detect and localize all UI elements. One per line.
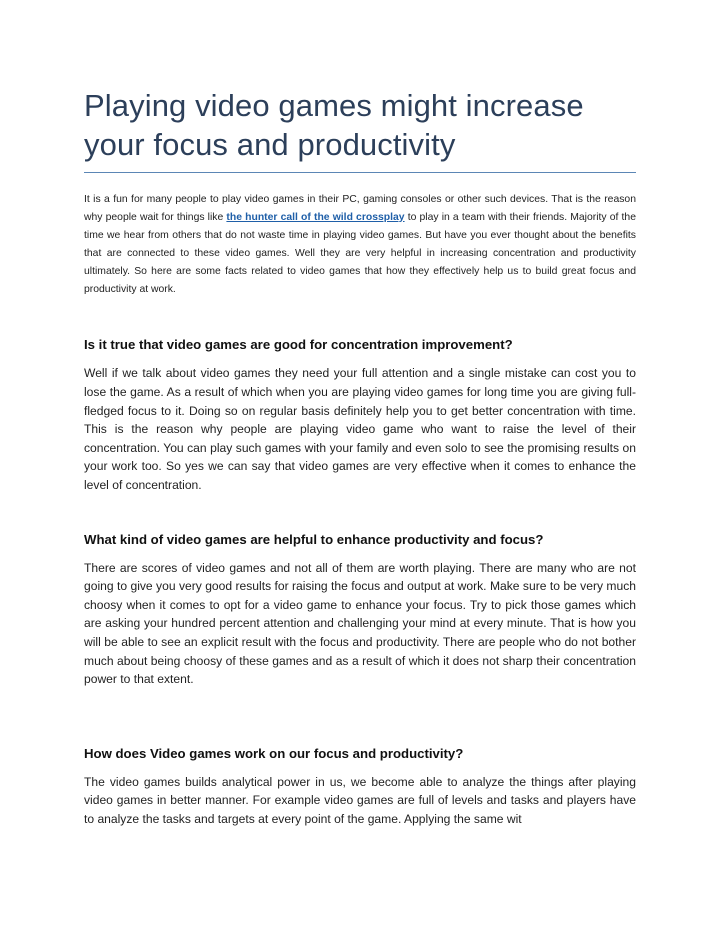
title-divider [84,172,636,173]
page-title: Playing video games might increase your focus and productivity [84,88,584,162]
document-page [84,0,636,829]
section-body: There are scores of video games and not all of them are worth playing. There are many who are not going to give you very good results for raising the focus and output at work. Make sure to be very much choosy when it comes to opt for a video game to enhance your focus. Try to pick those games which are asking your hundred percent attention and challenging your mind at every minute. That is how you will be able to see an explicit result with the focus and productivity. There are people who do not bother much about being choosy of these games and as a result of which it does not sharp their concentration power to that extent. [84,560,636,687]
intro-paragraph [84,191,636,298]
section-game-types [84,531,636,689]
section-heading: How does Video games work on our focus and productivity? [84,745,464,761]
section-concentration [84,336,636,494]
section-heading: Is it true that video games are good for concentration improvement? [84,337,513,353]
crossplay-link[interactable]: the hunter call of the wild crossplay [226,211,405,223]
section-how-it-works [84,745,636,829]
section-body: Well if we talk about video games they need your full attention and a single mistake can cost you to lose the game. As a result of which when you are playing video games for long time you are giving full-fledged focus to it. Doing so on regular basis definitely help you to get better concentration with time. This is the reason why people are playing video game who want to raise the level of their concentration. You can play such games with your family and even solo to see the promising results on your work too. So yes we can say that video games are very effective when it comes to enhance the level of concentration. [84,366,636,492]
intro-text-after-link: to play in a team with their friends. Majority of the time we hear from others that do not waste time in playing video games. But have you ever thought about the benefits that are connected to these video games. Well they are very helpful in increasing concentration and productivity ultimately. So here are some facts related to video games that how they effectively help us to build great focus and productivity at work. [84,211,636,295]
intro-text-before-link: It is a fun for many people to play video games in their PC, gaming consoles or other such devices. That is the reason why people wait for things like [84,194,636,223]
section-heading: What kind of video games are helpful to enhance productivity and focus? [84,531,544,547]
section-body: The video games builds analytical power in us, we become able to analyze the things after playing video games in better manner. For example video games are full of levels and tasks and players have to analyze the tasks and targets at every point of the game. Applying the same wit [84,774,636,826]
